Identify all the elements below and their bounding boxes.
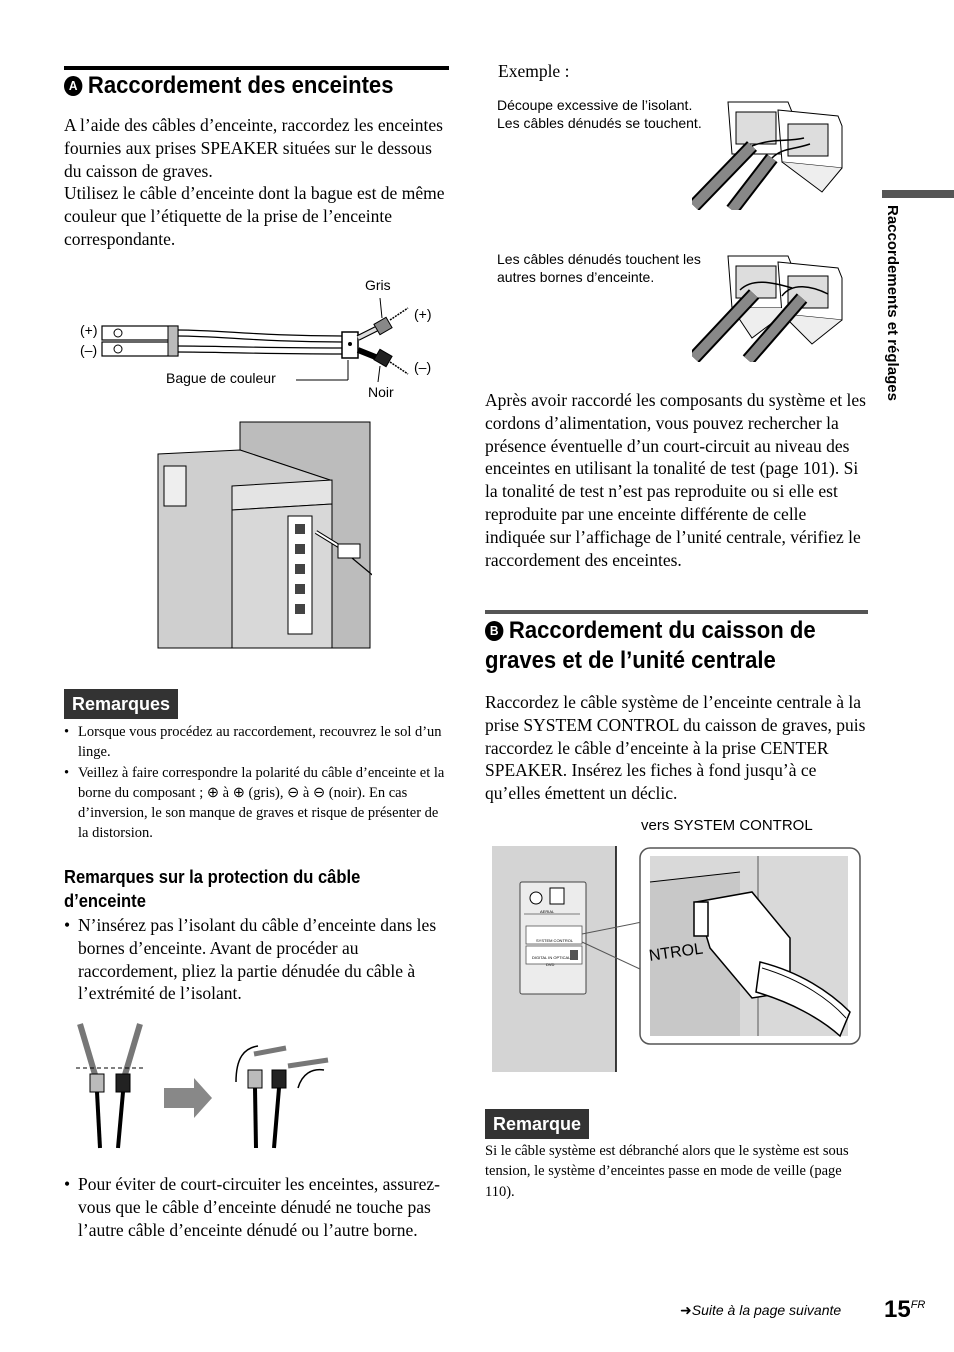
section-a-title: Raccordement des enceintes [87, 72, 394, 99]
wire-bending-illustration [66, 1018, 336, 1152]
zoom-panel-text: NTROL [648, 940, 705, 965]
label-gris: Gris [365, 277, 391, 293]
protection-item-2: • Pour éviter de court-circuiter les enceintes, assurez-vous que le câble d’enceinte dénudé ne touche pas l’autre câble d’enceinte dénudé ou l’autre borne. [64, 1173, 449, 1241]
panel-label-dvd: DVD [546, 962, 555, 967]
label-noir: Noir [368, 384, 394, 400]
page-number [884, 1296, 925, 1324]
page-number-value: 15 [884, 1296, 911, 1323]
intro-paragraph-2: Utilisez le câble d’enceinte dont la bague est de même couleur que l’étiquette de la prise de l’enceinte correspondante. [64, 183, 445, 249]
panel-label-system-control: SYSTEM CONTROL [536, 938, 574, 943]
page-lang: FR [910, 1299, 926, 1311]
arrow-right-icon: ➜ [680, 1302, 692, 1318]
protection-list-2 [64, 1173, 449, 1241]
short-circuit-illustration-2 [692, 252, 852, 362]
remarques-item-2: • Veillez à faire correspondre la polarité du câble d’enceinte et la borne du composant ; ⊕ à ⊕ (gris), ⊖ à ⊖ (noir). En cas d’inversion, le son manque de graves et risque de présenter de la distorsion. [64, 763, 449, 844]
label-minus-right: (–) [414, 359, 432, 375]
panel-label-aerial: AERIAL [540, 909, 555, 914]
exemple-case-2: Les câbles dénudés touchent les autres bornes d’enceinte. [497, 251, 701, 285]
system-control-label: vers SYSTEM CONTROL [641, 817, 813, 834]
short-circuit-illustration-1 [692, 98, 852, 210]
label-plus-left: (+) [80, 322, 98, 338]
section-a-rule [64, 66, 449, 70]
label-plus-right: (+) [414, 306, 432, 322]
protection-item-1: • N’insérez pas l’isolant du câble d’enceinte dans les bornes d’enceinte. Avant de procéder au raccordement, pliez la partie dénudée du câble à l’extrémité de l’isolant. [64, 914, 449, 1005]
after-connection-paragraph: Après avoir raccordé les composants du système et les cordons d’alimentation, vous pouvez rechercher la présence éventuelle d’un court-circuit au niveau des enceintes en utilisant la tonalité de test (page 101). Si la tonalité de test n’est pas reproduite ou si elle est reproduite par une enceinte différente de celle indiquée sur l’affichage de l’unité centrale, vérifiez le raccordement des enceintes. [485, 390, 866, 570]
section-b-title: Raccordement du caisson de graves et de l’unité centrale [485, 617, 816, 674]
label-minus-left: (–) [80, 342, 98, 358]
section-b-heading [485, 616, 835, 676]
side-tab-label: Raccordements et réglages [884, 205, 901, 401]
section-a-intro [64, 114, 449, 251]
remarques-list [64, 722, 449, 844]
subwoofer-illustration [156, 420, 372, 650]
continue-footer [680, 1302, 841, 1319]
label-bague: Bague de couleur [166, 370, 276, 386]
section-a-marker: A [64, 76, 82, 96]
protection-list-1 [64, 914, 449, 1005]
remarque-text: Si le câble système est débranché alors que le système est sous tension, le système d’enceintes passe en mode de veille (page 110). [485, 1143, 849, 1200]
section-b-rule [485, 610, 868, 614]
remarques-badge: Remarques [64, 689, 178, 719]
remarques-item-1: • Lorsque vous procédez au raccordement, recouvrez le sol d’un linge. [64, 722, 449, 763]
intro-paragraph-1: A l’aide des câbles d’enceinte, raccordez les enceintes fournies aux prises SPEAKER situées sur le dessous du caisson de graves. [64, 115, 443, 181]
side-tab-bar [882, 190, 954, 198]
section-a-heading [64, 71, 432, 101]
section-b-body: Raccordez le câble système de l’enceinte centrale à la prise SYSTEM CONTROL du caisson de graves, puis raccordez le câble d’enceinte à la prise CENTER SPEAKER. Insérez les fiches à fond jusqu’à ce qu’elles émettent un déclic. [485, 692, 866, 804]
exemple-label: Exemple : [498, 61, 570, 81]
protection-heading: Remarques sur la protection du câble d’enceinte [64, 867, 361, 911]
exemple-case-1: Découpe excessive de l’isolant. Les câbles dénudés se touchent. [497, 97, 702, 131]
remarque-badge: Remarque [485, 1109, 589, 1139]
continue-text: Suite à la page suivante [691, 1302, 842, 1318]
panel-label-digital-in: DIGITAL IN OPTICAL [532, 955, 571, 960]
section-b-marker: B [485, 621, 503, 641]
